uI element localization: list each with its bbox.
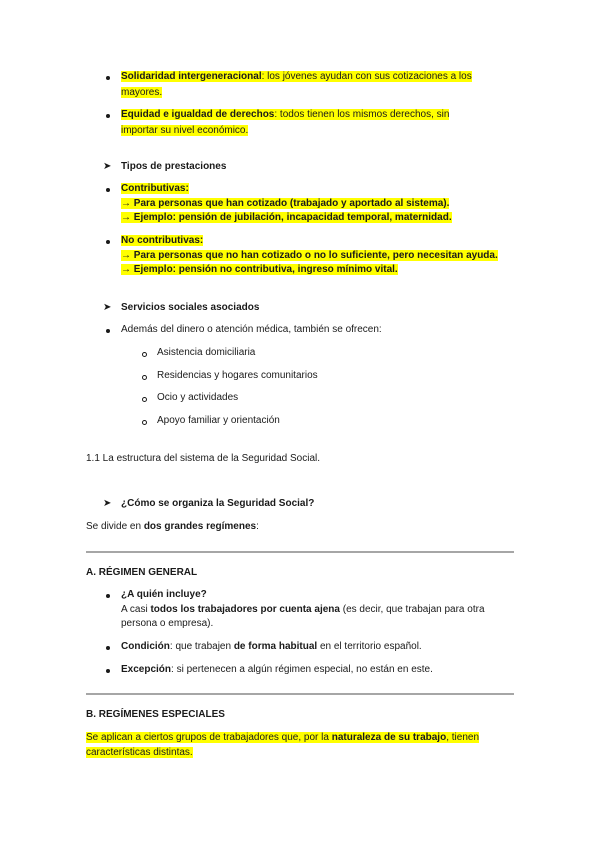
no-contributivas-label: No contributivas: — [121, 235, 204, 246]
arrowhead-bullet-icon: ➤ — [103, 498, 112, 509]
organiza-text: Se divide en dos grandes regímenes: — [86, 521, 259, 532]
bullet-dot — [106, 594, 110, 598]
contributivas-l2: → Ejemplo: pensión de jubilación, incapacidad temporal, maternidad. — [121, 212, 452, 223]
servicios-heading: Servicios sociales asociados — [121, 302, 260, 313]
servicio-item: Residencias y hogares comunitarios — [157, 370, 318, 381]
bullet-solidaridad-l2: mayores. — [121, 87, 163, 98]
contributivas-l1: → Para personas que han cotizado (trabajado y aportado al sistema). — [121, 198, 450, 209]
especiales-l1: Se aplican a ciertos grupos de trabajadores que, por la naturaleza de su trabajo, tienen — [86, 732, 480, 743]
general-question-l1: A casi todos los trabajadores por cuenta ajena (es decir, que trabajan para otra — [121, 604, 485, 615]
bullet-dot — [106, 669, 110, 673]
sub-bullet-ring — [142, 375, 147, 380]
sub-bullet-ring — [142, 397, 147, 402]
general-heading: A. RÉGIMEN GENERAL — [86, 567, 198, 578]
arrowhead-bullet-icon: ➤ — [103, 161, 112, 172]
general-question: ¿A quién incluye? — [121, 589, 207, 600]
servicios-intro: Además del dinero o atención médica, también se ofrecen: — [121, 324, 382, 335]
sub-bullet-ring — [142, 420, 147, 425]
no-contributivas-l2: → Ejemplo: pensión no contributiva, ingreso mínimo vital. — [121, 264, 398, 275]
horizontal-divider — [86, 551, 514, 553]
bullet-dot — [106, 240, 110, 244]
bullet-solidaridad-l1: Solidaridad intergeneracional: los jóvenes ayudan con sus cotizaciones a los — [121, 71, 472, 82]
general-condicion: Condición: que trabajen de forma habitual en el territorio español. — [121, 641, 422, 652]
bullet-dot — [106, 646, 110, 650]
arrowhead-bullet-icon: ➤ — [103, 302, 112, 313]
especiales-heading: B. REGÍMENES ESPECIALES — [86, 709, 225, 720]
general-excepcion: Excepción: si pertenecen a algún régimen especial, no están en este. — [121, 664, 433, 675]
bullet-dot — [106, 188, 110, 192]
bullet-dot — [106, 114, 110, 118]
servicio-item: Ocio y actividades — [157, 392, 239, 403]
section-title: 1.1 La estructura del sistema de la Seguridad Social. — [86, 453, 321, 464]
horizontal-divider — [86, 693, 514, 695]
servicio-item: Asistencia domiciliaria — [157, 347, 256, 358]
bullet-equidad-l1: Equidad e igualdad de derechos: todos tienen los mismos derechos, sin — [121, 109, 450, 120]
contributivas-label: Contributivas: — [121, 183, 189, 194]
bullet-dot — [106, 329, 110, 333]
general-question-l2: persona o empresa). — [121, 618, 214, 629]
organiza-heading: ¿Cómo se organiza la Seguridad Social? — [121, 498, 315, 509]
bullet-dot — [106, 76, 110, 80]
bullet-equidad-l2: importar su nivel económico. — [121, 125, 249, 136]
tipos-heading: Tipos de prestaciones — [121, 161, 227, 172]
sub-bullet-ring — [142, 352, 147, 357]
especiales-l2: características distintas. — [86, 747, 193, 758]
servicio-item: Apoyo familiar y orientación — [157, 415, 280, 426]
no-contributivas-l1: → Para personas que no han cotizado o no lo suficiente, pero necesitan ayuda. — [121, 250, 498, 261]
